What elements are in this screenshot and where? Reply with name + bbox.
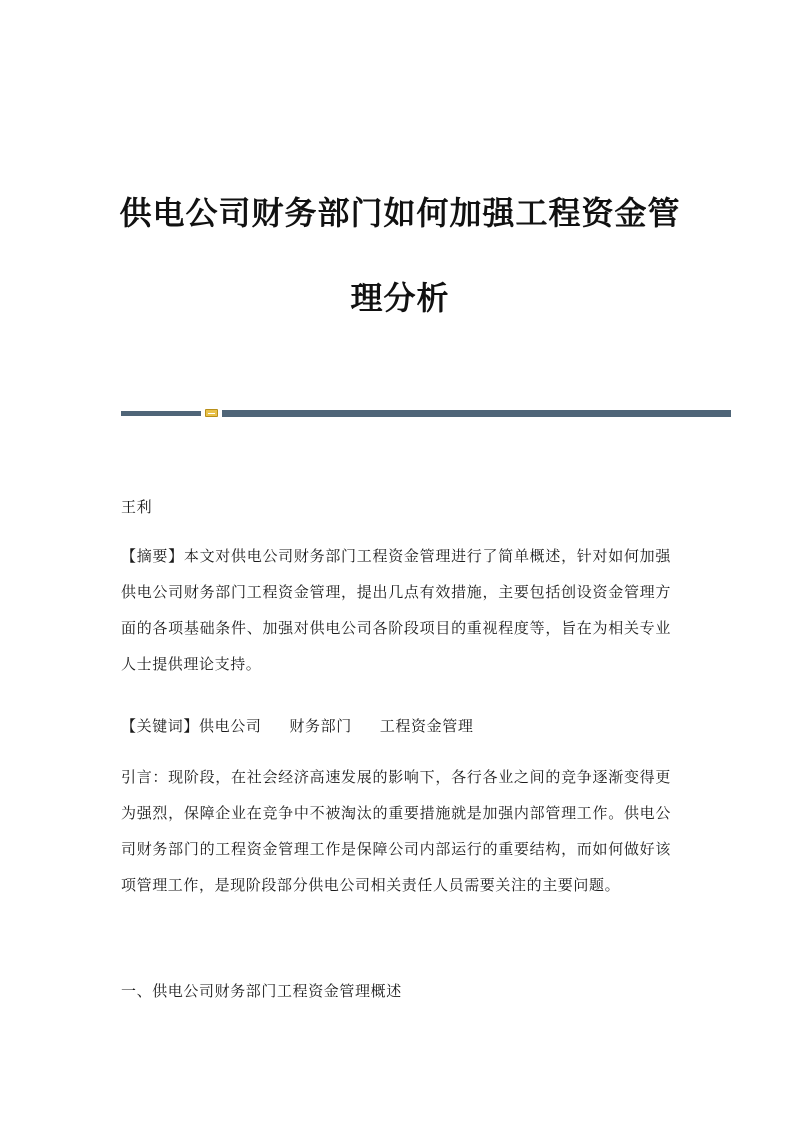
divider-left-segment	[121, 411, 201, 416]
keywords-line	[121, 708, 671, 744]
intro-paragraph: 引言：现阶段，在社会经济高速发展的影响下，各行各业之间的竞争逐渐变得更为强烈，保障企业在竞争中不被淘汰的重要措施就是加强内部管理工作。供电公司财务部门的工程资金管理工作是保障公司内部运行的重要结构，而如何做好该项管理工作，是现阶段部分供电公司相关责任人员需要关注的主要问题。	[121, 768, 671, 894]
section-heading-1: 一、供电公司财务部门工程资金管理概述	[121, 982, 402, 1000]
author-name: 王利	[121, 498, 153, 516]
abstract-paragraph	[121, 538, 671, 682]
title-divider	[121, 409, 731, 417]
keyword-item: 工程资金管理	[379, 717, 474, 735]
document-title-line-2: 理分析	[350, 279, 450, 317]
abstract-text: 本文对供电公司财务部门工程资金管理进行了简单概述，针对如何加强供电公司财务部门工程资金管理，提出几点有效措施，主要包括创设资金管理方面的各项基础条件、加强对供电公司各阶段项目的重视程度等，旨在为相关专业人士提供理论支持。	[121, 547, 671, 673]
document-title-line-1: 供电公司财务部门如何加强工程资金管	[119, 194, 681, 232]
divider-right-segment	[222, 410, 731, 417]
keyword-item: 财务部门	[289, 717, 352, 735]
ornament-icon	[205, 409, 218, 417]
keyword-item: 供电公司	[199, 717, 262, 735]
abstract-label: 【摘要】	[121, 547, 184, 565]
keywords-label: 【关键词】	[121, 717, 200, 735]
